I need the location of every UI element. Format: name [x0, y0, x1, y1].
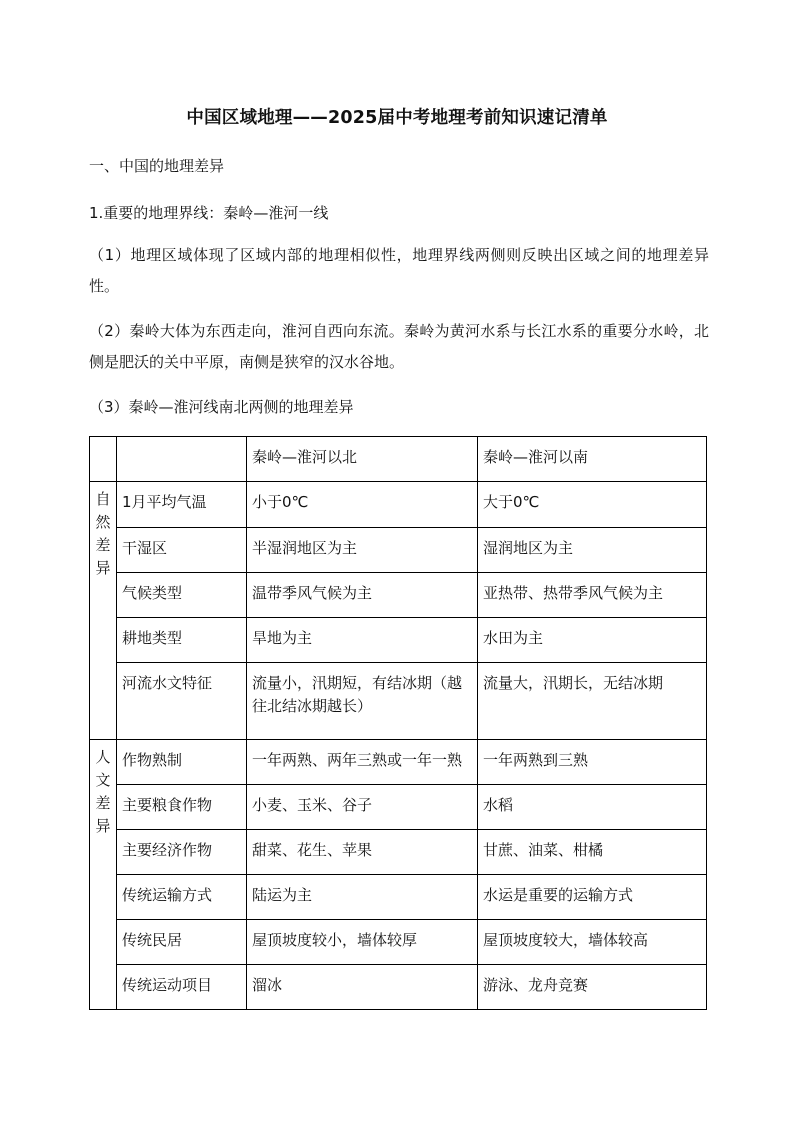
north-cell: 小麦、玉米、谷子: [247, 785, 478, 830]
item-cell: 传统运输方式: [117, 875, 247, 920]
north-cell: 流量小，汛期短，有结冰期（越往北结冰期越长）: [247, 663, 478, 740]
table-row: [90, 482, 707, 528]
table-row: [90, 965, 707, 1010]
item-cell: 作物熟制: [117, 740, 247, 785]
section-heading: 一、中国的地理差异: [89, 157, 225, 175]
page-title: 中国区域地理——2025届中考地理考前知识速记清单: [186, 108, 608, 128]
north-cell: 陆运为主: [247, 875, 478, 920]
paragraph-2: （2）秦岭大体为东西走向，淮河自西向东流。秦岭为黄河水系与长江水系的重要分水岭，北侧是肥沃的关中平原，南侧是狭窄的汉水谷地。: [89, 322, 709, 371]
south-cell: 流量大，汛期长，无结冰期: [478, 663, 707, 740]
item-cell: 干湿区: [117, 528, 247, 573]
south-cell: 湿润地区为主: [478, 528, 707, 573]
table-row: [90, 573, 707, 618]
south-cell: 水稻: [478, 785, 707, 830]
geography-difference-table: [89, 436, 707, 1010]
north-cell: 温带季风气候为主: [247, 573, 478, 618]
group-label-human: 人 文 差 异: [90, 740, 117, 1010]
item-cell: 主要粮食作物: [117, 785, 247, 830]
south-cell: 大于0℃: [478, 482, 707, 528]
north-cell: 小于0℃: [247, 482, 478, 528]
item-cell: 耕地类型: [117, 618, 247, 663]
item-cell: 1月平均气温: [117, 482, 247, 528]
header-cell-north: 秦岭—淮河以北: [247, 437, 478, 482]
table-header-row: [90, 437, 707, 482]
header-cell-blank-2: [117, 437, 247, 482]
south-cell: 游泳、龙舟竞赛: [478, 965, 707, 1010]
north-cell: 旱地为主: [247, 618, 478, 663]
table-row: [90, 920, 707, 965]
item-cell: 河流水文特征: [117, 663, 247, 740]
table-row: [90, 740, 707, 785]
item-cell: 主要经济作物: [117, 830, 247, 875]
table-row: [90, 528, 707, 573]
paragraph-1: （1）地理区域体现了区域内部的地理相似性，地理界线两侧则反映出区域之间的地理差异性。: [89, 246, 709, 295]
table-row: [90, 875, 707, 920]
item-cell: 传统民居: [117, 920, 247, 965]
north-cell: 半湿润地区为主: [247, 528, 478, 573]
item-cell: 气候类型: [117, 573, 247, 618]
north-cell: 一年两熟、两年三熟或一年一熟: [247, 740, 478, 785]
header-cell-blank-1: [90, 437, 117, 482]
south-cell: 水运是重要的运输方式: [478, 875, 707, 920]
north-cell: 屋顶坡度较小，墙体较厚: [247, 920, 478, 965]
header-cell-south: 秦岭—淮河以南: [478, 437, 707, 482]
table-row: [90, 618, 707, 663]
table-row: [90, 785, 707, 830]
item-cell: 传统运动项目: [117, 965, 247, 1010]
north-cell: 甜菜、花生、苹果: [247, 830, 478, 875]
group-label-natural: 自 然 差 异: [90, 482, 117, 740]
south-cell: 一年两熟到三熟: [478, 740, 707, 785]
paragraph-3: （3）秦岭—淮河线南北两侧的地理差异: [89, 398, 354, 416]
table-row: [90, 830, 707, 875]
south-cell: 甘蔗、油菜、柑橘: [478, 830, 707, 875]
south-cell: 亚热带、热带季风气候为主: [478, 573, 707, 618]
table-row: [90, 663, 707, 740]
subsection-heading: 1.重要的地理界线：秦岭—淮河一线: [89, 204, 329, 222]
south-cell: 屋顶坡度较大，墙体较高: [478, 920, 707, 965]
north-cell: 溜冰: [247, 965, 478, 1010]
south-cell: 水田为主: [478, 618, 707, 663]
